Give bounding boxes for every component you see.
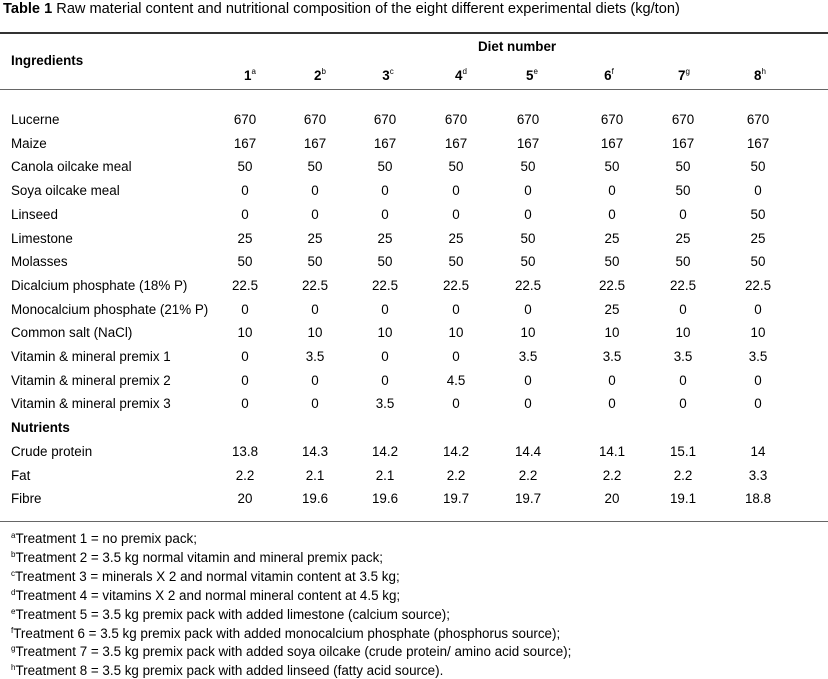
- row-label: Soya oilcake meal: [11, 183, 120, 199]
- table-cell: 50: [750, 254, 766, 270]
- row-label: Dicalcium phosphate (18% P): [11, 277, 188, 293]
- footnote-text: Treatment 7 = 3.5 kg premix pack with added soya oilcake (crude protein/ amino acid source);: [15, 644, 572, 660]
- table-row: [0, 183, 828, 203]
- footnote-text: Treatment 1 = no premix pack;: [15, 531, 197, 546]
- ingredients-header: Ingredients: [11, 53, 84, 68]
- table-cell: 0: [452, 349, 460, 364]
- row-label: Crude protein: [11, 443, 93, 459]
- table-cell: 10: [377, 325, 393, 341]
- table-cell: 50: [604, 254, 620, 270]
- table-title: [3, 1, 680, 17]
- table-cell: 10: [237, 325, 253, 341]
- table-cell: 0: [381, 349, 389, 364]
- table-cell: 2.2: [673, 467, 693, 483]
- table-cell: 50: [237, 254, 253, 270]
- table-cell: 50: [604, 159, 620, 175]
- table-cell: 50: [307, 254, 323, 270]
- diet-column-header: [230, 67, 270, 83]
- table-cell: 2.2: [235, 467, 255, 483]
- table-cell: 50: [520, 254, 536, 270]
- table-cell: 670: [671, 112, 695, 127]
- table-cell: 19.6: [301, 491, 329, 507]
- table-cell: 3.5: [518, 349, 538, 364]
- table-cell: 3.5: [305, 349, 325, 364]
- footnote: [11, 641, 571, 660]
- table-cell: 670: [516, 112, 540, 127]
- diet-column-header: [300, 67, 340, 83]
- table-cell: 0: [679, 372, 687, 388]
- diet-number: 6: [604, 68, 612, 83]
- table-cell: 50: [237, 159, 253, 175]
- row-label: Vitamin & mineral premix 3: [11, 396, 171, 412]
- footnote-marker: b: [321, 67, 326, 76]
- footnote-marker: f: [611, 67, 614, 76]
- diet-column-header: [512, 67, 552, 83]
- table-cell: 14.3: [301, 443, 329, 459]
- table-cell: 0: [311, 206, 319, 222]
- table-cell: 2.2: [518, 467, 538, 483]
- footnote-text: Treatment 2 = 3.5 kg normal vitamin and mineral premix pack;: [15, 549, 383, 565]
- table-cell: 18.8: [744, 491, 772, 507]
- footnote-marker: g: [685, 67, 690, 76]
- table-cell: 0: [241, 372, 249, 388]
- diet-number: 1: [244, 68, 252, 83]
- row-label: Vitamin & mineral premix 2: [11, 372, 171, 388]
- footnote-text: Treatment 3 = minerals X 2 and normal vitamin content at 3.5 kg;: [15, 568, 400, 584]
- table-row: [0, 444, 828, 464]
- table-cell: 25: [604, 301, 620, 317]
- diet-column-header: [740, 67, 780, 83]
- footnote-text: Treatment 4 = vitamins X 2 and normal mineral content at 4.5 kg;: [15, 587, 401, 603]
- table-cell: 19.1: [669, 491, 697, 507]
- table-cell: 0: [452, 183, 460, 199]
- row-label: Lucerne: [11, 112, 60, 127]
- table-cell: 0: [381, 206, 389, 222]
- section-row: [0, 420, 828, 440]
- table-cell: 22.5: [598, 277, 626, 293]
- table-cell: 22.5: [514, 277, 542, 293]
- table-cell: 25: [448, 230, 464, 246]
- table-cell: 25: [675, 230, 691, 246]
- top-rule: [0, 32, 828, 34]
- table-cell: 0: [524, 183, 532, 199]
- table-cell: 0: [679, 396, 687, 412]
- table-row: [0, 302, 828, 322]
- table-row: [0, 491, 828, 511]
- table-cell: 10: [520, 325, 536, 341]
- table-cell: 10: [604, 325, 620, 341]
- footnote-marker: a: [11, 531, 16, 540]
- footnote-marker: a: [251, 67, 256, 76]
- footnote-marker: h: [761, 67, 766, 76]
- table-cell: 0: [679, 206, 687, 222]
- diet-number: 8: [754, 68, 762, 83]
- table-cell: 0: [608, 396, 616, 412]
- diet-number: 5: [526, 68, 534, 83]
- table-cell: 2.2: [446, 467, 466, 483]
- footnote-marker: e: [11, 606, 16, 616]
- table-cell: 670: [444, 112, 468, 127]
- row-label: Maize: [11, 135, 47, 151]
- footnote-marker: d: [462, 67, 467, 76]
- table-cell: 50: [377, 159, 393, 175]
- table-cell: 22.5: [669, 277, 697, 293]
- table-cell: 10: [750, 325, 766, 341]
- bottom-rule: [0, 521, 828, 522]
- row-label: Common salt (NaCl): [11, 325, 133, 341]
- table-cell: 50: [675, 159, 691, 175]
- table-cell: 670: [373, 112, 397, 127]
- table-cell: 3.5: [673, 349, 693, 364]
- table-cell: 0: [241, 206, 249, 222]
- table-cell: 50: [750, 206, 766, 222]
- table-cell: 50: [377, 254, 393, 270]
- table-cell: 19.7: [514, 491, 542, 507]
- table-cell: 19.7: [442, 491, 470, 507]
- footnote: [11, 547, 571, 566]
- table-cell: 22.5: [231, 277, 259, 293]
- table-cell: 670: [233, 112, 257, 127]
- table-cell: 0: [608, 183, 616, 199]
- table-cell: 0: [452, 206, 460, 222]
- table-cell: 15.1: [669, 443, 697, 459]
- footnote-text: Treatment 5 = 3.5 kg premix pack with added limestone (calcium source);: [15, 606, 450, 622]
- footnotes: [11, 528, 571, 679]
- table-cell: 0: [754, 301, 762, 317]
- row-label: Fibre: [11, 491, 42, 507]
- header-rule: [0, 89, 828, 90]
- table-cell: 10: [448, 325, 464, 341]
- table-cell: 25: [307, 230, 323, 246]
- table-cell: 25: [237, 230, 253, 246]
- table-cell: 25: [377, 230, 393, 246]
- table-row: [0, 278, 828, 298]
- table-cell: 0: [524, 206, 532, 222]
- table-cell: 0: [754, 372, 762, 388]
- table-cell: 10: [675, 325, 691, 341]
- table-cell: 50: [675, 254, 691, 270]
- footnote-text: Treatment 6 = 3.5 kg premix pack with added monocalcium phosphate (phosphorus source);: [13, 625, 561, 641]
- footnote-marker: f: [11, 625, 14, 635]
- table-cell: 22.5: [442, 277, 470, 293]
- table-cell: 0: [241, 301, 249, 317]
- table-row: [0, 112, 828, 132]
- table-cell: 2.2: [602, 467, 622, 483]
- table-cell: 0: [381, 372, 389, 388]
- row-label: Fat: [11, 467, 31, 483]
- table-row: [0, 396, 828, 416]
- table-cell: 0: [381, 301, 389, 317]
- table-cell: 50: [520, 230, 536, 246]
- table-cell: 0: [311, 183, 319, 199]
- footnote: [11, 566, 571, 585]
- table-cell: 25: [604, 230, 620, 246]
- table-cell: 167: [516, 135, 540, 151]
- table-row: [0, 231, 828, 251]
- table-cell: 167: [373, 135, 397, 151]
- table-cell: 0: [524, 301, 532, 317]
- footnote-marker: h: [11, 663, 16, 673]
- table-cell: 3.5: [602, 349, 622, 364]
- table-cell: 0: [381, 183, 389, 199]
- table-cell: 167: [671, 135, 695, 151]
- diet-column-header: [589, 67, 629, 83]
- footnote: [11, 528, 571, 547]
- table-cell: 20: [604, 491, 620, 507]
- footnote-marker: c: [389, 67, 394, 76]
- table-cell: 50: [750, 159, 766, 175]
- footnote-marker: d: [11, 587, 16, 597]
- row-label: Canola oilcake meal: [11, 159, 132, 175]
- table-row: [0, 159, 828, 179]
- table-cell: 2.1: [375, 467, 395, 483]
- table-cell: 0: [608, 372, 616, 388]
- table-cell: 0: [608, 206, 616, 222]
- diet-number: 4: [455, 68, 463, 83]
- table-row: [0, 349, 828, 369]
- table-cell: 167: [746, 135, 770, 151]
- table-cell: 14.1: [598, 443, 626, 459]
- row-label: Nutrients: [11, 420, 70, 436]
- table-cell: 0: [241, 183, 249, 199]
- table-cell: 14.4: [514, 443, 542, 459]
- diet-column-header: [441, 67, 481, 83]
- table-cell: 0: [754, 396, 762, 412]
- footnote: [11, 604, 571, 623]
- table-cell: 22.5: [744, 277, 772, 293]
- table-cell: 0: [311, 301, 319, 317]
- diet-number-header: Diet number: [478, 39, 557, 54]
- footnote-marker: e: [533, 67, 538, 76]
- table-cell: 19.6: [371, 491, 399, 507]
- table-cell: 167: [600, 135, 624, 151]
- diet-number: 3: [382, 68, 390, 83]
- footnote-marker: g: [11, 644, 16, 654]
- table-cell: 50: [448, 159, 464, 175]
- table-row: [0, 136, 828, 156]
- table-cell: 25: [750, 230, 766, 246]
- table-row: [0, 207, 828, 227]
- row-label: Monocalcium phosphate (21% P): [11, 301, 209, 317]
- table-cell: 2.1: [305, 467, 325, 483]
- table-cell: 0: [452, 301, 460, 317]
- diet-number: 2: [314, 68, 322, 83]
- table-row: [0, 325, 828, 345]
- table-label: Table 1: [3, 1, 53, 17]
- table-cell: 0: [679, 301, 687, 317]
- row-label: Vitamin & mineral premix 1: [11, 349, 171, 364]
- diet-number: 7: [678, 68, 686, 83]
- table-cell: 0: [311, 372, 319, 388]
- diet-column-header: [368, 67, 408, 83]
- footnote-marker: c: [11, 568, 15, 578]
- table-cell: 14.2: [442, 443, 470, 459]
- table-cell: 50: [675, 183, 691, 199]
- diet-column-header: [664, 67, 704, 83]
- table-cell: 670: [746, 112, 770, 127]
- table-cell: 167: [444, 135, 468, 151]
- table-cell: 167: [233, 135, 257, 151]
- table-caption: Raw material content and nutritional composition of the eight different experimental diets (kg/ton): [56, 1, 680, 17]
- table-row: [0, 468, 828, 488]
- table-cell: 670: [600, 112, 624, 127]
- table-cell: 3.3: [748, 467, 768, 483]
- table-cell: 0: [452, 396, 460, 412]
- table-cell: 0: [524, 396, 532, 412]
- table-cell: 0: [311, 396, 319, 412]
- table-cell: 10: [307, 325, 323, 341]
- table-cell: 0: [754, 183, 762, 199]
- table-row: [0, 373, 828, 393]
- footnote-text: Treatment 8 = 3.5 kg premix pack with added linseed (fatty acid source).: [15, 663, 444, 679]
- footnote: [11, 660, 571, 679]
- footnote: [11, 585, 571, 604]
- table-cell: 3.5: [748, 349, 768, 364]
- table-cell: 0: [241, 349, 249, 364]
- table-cell: 167: [303, 135, 327, 151]
- table-cell: 50: [520, 159, 536, 175]
- row-label: Linseed: [11, 206, 58, 222]
- table-cell: 50: [448, 254, 464, 270]
- table-cell: 22.5: [371, 277, 399, 293]
- table-row: [0, 254, 828, 274]
- table-cell: 14.2: [371, 443, 399, 459]
- table-cell: 0: [241, 396, 249, 412]
- table-cell: 4.5: [446, 372, 466, 388]
- table-cell: 22.5: [301, 277, 329, 293]
- table-cell: 20: [237, 491, 253, 507]
- footnote-marker: b: [11, 549, 16, 559]
- row-label: Molasses: [11, 254, 68, 270]
- table-cell: 14: [750, 443, 766, 459]
- table-cell: 13.8: [231, 443, 259, 459]
- footnote: [11, 623, 571, 642]
- row-label: Limestone: [11, 230, 73, 246]
- table-cell: 50: [307, 159, 323, 175]
- table-cell: 670: [303, 112, 327, 127]
- table-cell: 3.5: [375, 396, 395, 412]
- table-cell: 0: [524, 372, 532, 388]
